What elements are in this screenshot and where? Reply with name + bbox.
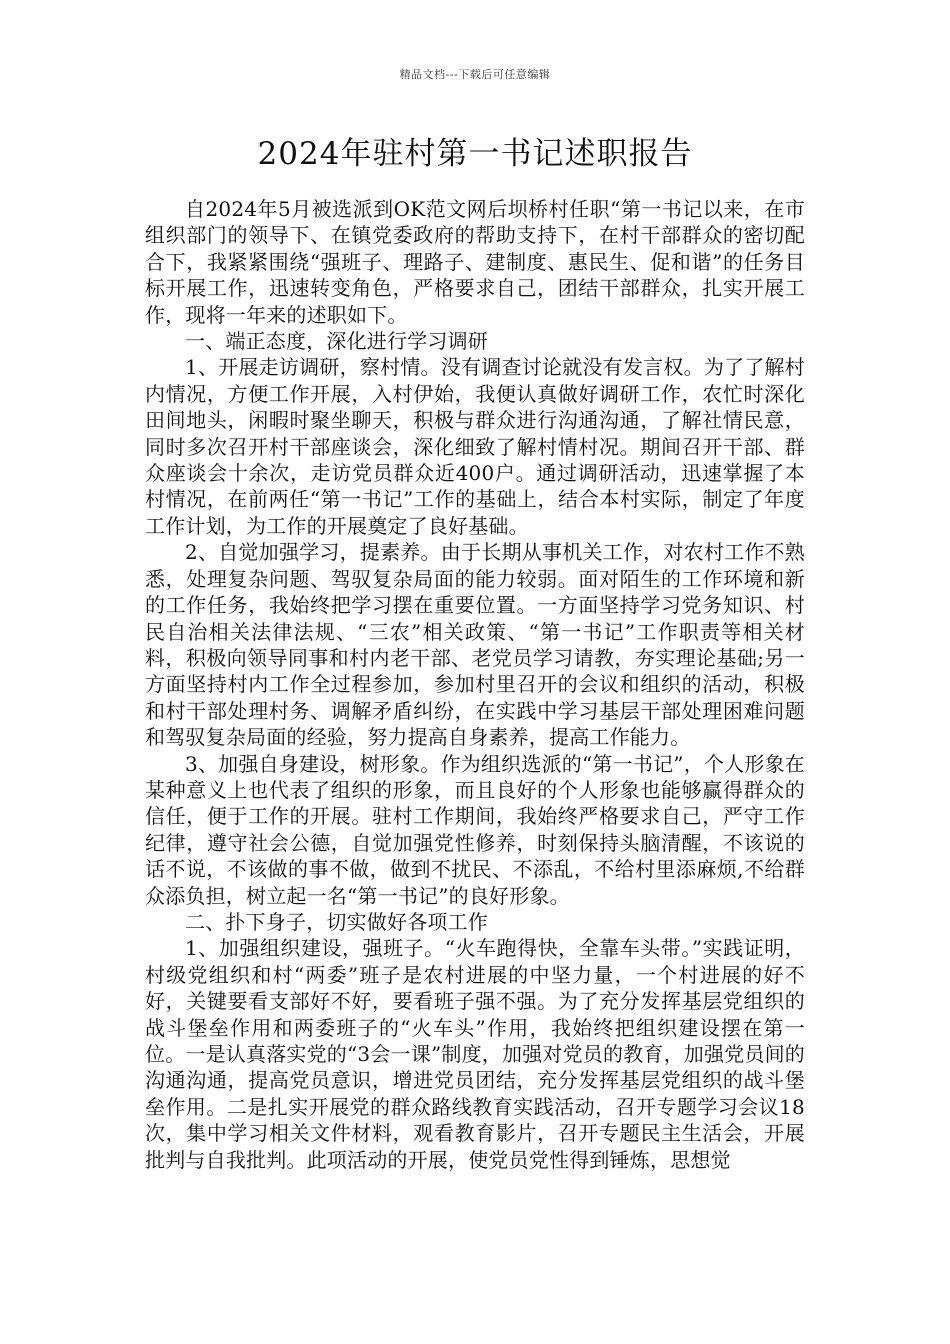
- section-heading-2: 二、扑下身子，切实做好各项工作: [185, 909, 488, 934]
- section-heading-1: 一、端正态度，深化进行学习调研: [185, 329, 488, 354]
- body-paragraph: 1、加强组织建设，强班子。“火车跑得快，全靠车头带。”实践证明，村级党组织和村“两委”班子是农村进展的中坚力量，一个村进展的好不好，关键要看支部好不好，要看班子强不强。为了充分发挥基层党组织的战斗堡垒作用和两委班子的“火车头”作用，我始终把组织建设摆在第一位。一是认真落实党的“3会一课”制度，加强对党员的教育，加强党员间的沟通沟通，提高党员意识，增进党员团结，充分发挥基层党组织的战斗堡垒作用。二是扎实开展党的群众路线教育实践活动，召开专题学习会议18次，集中学习相关文件材料，观看教育影片，召开专题民主生活会，开展批判与自我批判。此项活动的开展，使党员党性得到锤炼，思想觉: [145, 936, 805, 1172]
- document-title: 2024年驻村第一书记述职报告: [257, 136, 693, 172]
- document-body: [145, 196, 805, 1173]
- body-paragraph: 2、自觉加强学习，提素养。由于长期从事机关工作，对农村工作不熟悉，处理复杂问题、驾驭复杂局面的能力较弱。面对陌生的工作环境和新的工作任务，我始终把学习摆在重要位置。一方面坚持学习党务知识、村民自治相关法律法规、“三农”相关政策、“第一书记”工作职责等相关材料，积极向领导同事和村内老干部、老党员学习请教，夯实理论基础;另一方面坚持村内工作全过程参加，参加村里召开的会议和组织的活动，积极和村干部处理村务、调解矛盾纠纷，在实践中学习基层干部处理困难问题和驾驭复杂局面的经验，努力提高自身素养，提高工作能力。: [145, 540, 805, 750]
- body-paragraph: 3、加强自身建设，树形象。作为组织选派的“第一书记”，个人形象在某种意义上也代表了组织的形象，而且良好的个人形象也能够赢得群众的信任，便于工作的开展。驻村工作期间，我始终严格要求自己，严守工作纪律，遵守社会公德，自觉加强党性修养，时刻保持头脑清醒，不该说的话不说，不该做的事不做，做到不扰民、不添乱，不给村里添麻烦,不给群众添负担，树立起一名“第一书记”的良好形象。: [145, 751, 805, 908]
- body-paragraph: 1、开展走访调研，察村情。没有调查讨论就没有发言权。为了了解村内情况，方便工作开展，入村伊始，我便认真做好调研工作，农忙时深化田间地头，闲暇时聚坐聊天，积极与群众进行沟通沟通，了解社情民意，同时多次召开村干部座谈会，深化细致了解村情村况。期间召开干部、群众座谈会十余次，走访党员群众近400户。通过调研活动，迅速掌握了本村情况，在前两任“第一书记”工作的基础上，结合本村实际，制定了年度工作计划，为工作的开展奠定了良好基础。: [145, 355, 805, 538]
- page-header-note: 精品文档---下载后可任意编辑: [399, 68, 551, 81]
- intro-paragraph: 自2024年5月被选派到OK范文网后坝桥村任职“第一书记以来，在市组织部门的领导下、在镇党委政府的帮助支持下，在村干部群众的密切配合下，我紧紧围绕“强班子、理路子、建制度、惠民生、促和谐”的任务目标开展工作，迅速转变角色，严格要求自己，团结干部群众，扎实开展工作，现将一年来的述职如下。: [145, 197, 805, 327]
